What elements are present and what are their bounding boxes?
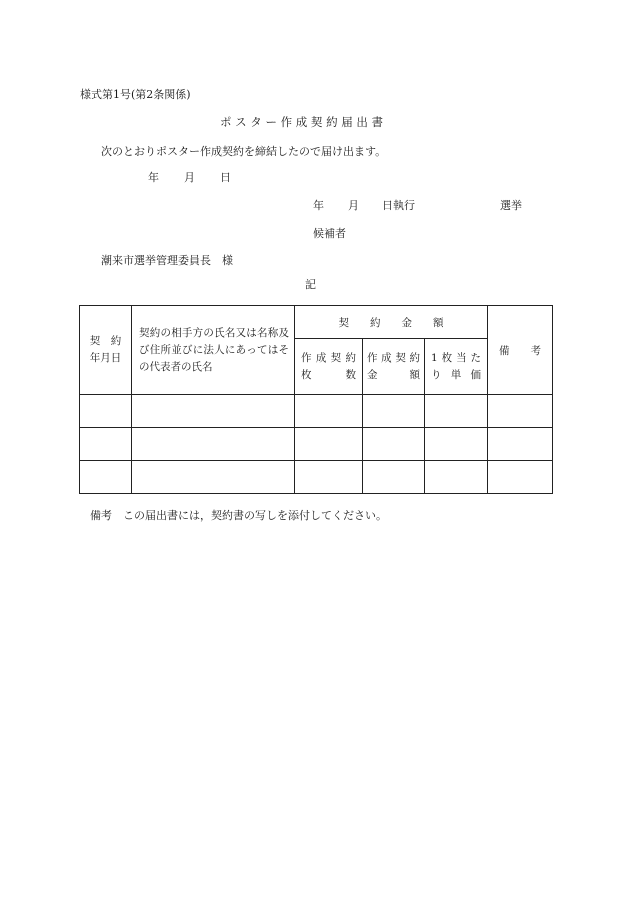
election-label: 選挙 — [500, 199, 522, 212]
table-header-row — [80, 306, 553, 339]
header-counterparty-text: 契約の相手方の氏名又は名称及び住所並びに法人にあってはその代表者の氏名 — [139, 326, 289, 373]
header-count-line2: 枚 数 — [301, 368, 356, 381]
cell-remarks[interactable] — [488, 395, 553, 428]
cell-count[interactable] — [295, 395, 363, 428]
cell-unit-price[interactable] — [425, 428, 488, 461]
cell-amount[interactable] — [363, 395, 425, 428]
header-unit-price — [425, 339, 488, 395]
cell-date[interactable] — [80, 461, 132, 494]
document-title: ポ ス タ ー 作 成 契 約 届 出 書 — [220, 115, 384, 129]
cell-amount[interactable] — [363, 461, 425, 494]
header-amount-group-text: 契 約 金 額 — [338, 316, 444, 329]
header-count — [295, 339, 363, 395]
header-contract-date-line2: 年月日 — [89, 352, 122, 364]
header-unit-price-line1: 1枚当た — [431, 351, 482, 364]
header-count-line1: 作成契約 — [301, 351, 356, 364]
election-day-exec-label: 日執行 — [382, 199, 415, 212]
form-number: 様式第1号(第2条関係) — [80, 88, 191, 101]
cell-remarks[interactable] — [488, 428, 553, 461]
cell-counterparty[interactable] — [132, 428, 295, 461]
contract-table — [79, 305, 553, 494]
table-row — [80, 461, 553, 494]
cell-counterparty[interactable] — [132, 461, 295, 494]
date-month-label: 月 — [184, 171, 195, 184]
addressee: 潮来市選挙管理委員長 様 — [101, 254, 233, 267]
cell-date[interactable] — [80, 428, 132, 461]
header-unit-price-line2: り 単 価 — [431, 368, 482, 381]
header-amount-group — [295, 306, 488, 339]
cell-unit-price[interactable] — [425, 461, 488, 494]
cell-remarks[interactable] — [488, 461, 553, 494]
cell-amount[interactable] — [363, 428, 425, 461]
cell-date[interactable] — [80, 395, 132, 428]
header-amount-line2: 金 額 — [367, 368, 420, 381]
cell-count[interactable] — [295, 428, 363, 461]
header-remarks — [488, 306, 553, 395]
header-contract-date — [80, 306, 132, 395]
header-remarks-text: 備 考 — [499, 344, 542, 357]
election-year-label: 年 — [313, 199, 324, 212]
election-month-label: 月 — [348, 199, 359, 212]
cell-counterparty[interactable] — [132, 395, 295, 428]
cell-count[interactable] — [295, 461, 363, 494]
cell-unit-price[interactable] — [425, 395, 488, 428]
footnote: 備考 この届出書には，契約書の写しを添付してください。 — [90, 509, 387, 522]
table-row — [80, 395, 553, 428]
date-day-label: 日 — [220, 171, 231, 184]
table-row — [80, 428, 553, 461]
header-amount-line1: 作成契約 — [367, 351, 420, 364]
header-counterparty — [132, 306, 295, 395]
candidate-label: 候補者 — [313, 227, 346, 240]
ki-label: 記 — [305, 278, 316, 291]
intro-text: 次のとおりポスター作成契約を締結したので届け出ます。 — [101, 145, 387, 158]
date-year-label: 年 — [148, 171, 159, 184]
header-contract-date-line1: 契 約 — [89, 335, 122, 347]
header-amount — [363, 339, 425, 395]
